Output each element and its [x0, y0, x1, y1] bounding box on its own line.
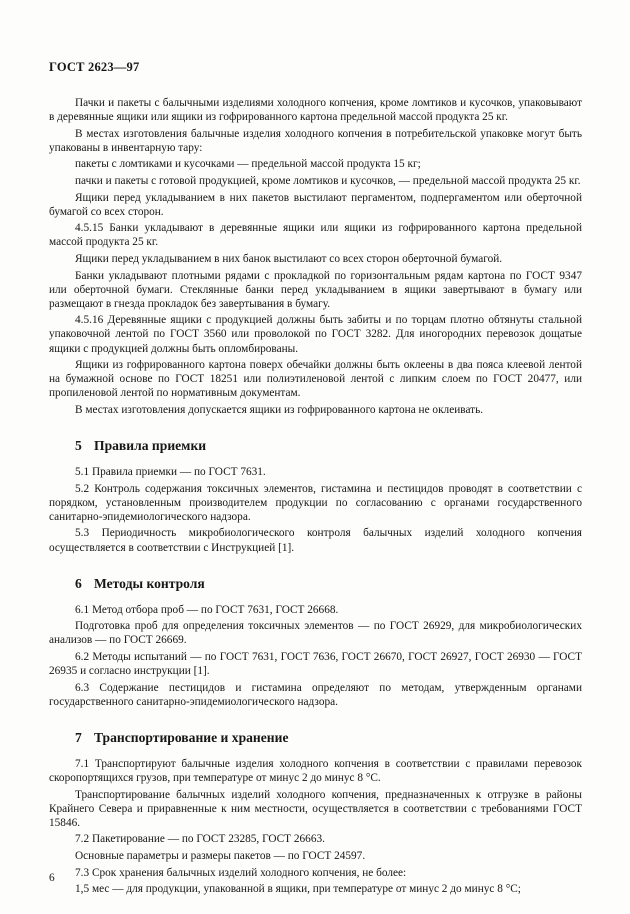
- paragraph: Подготовка проб для определения токсичных элементов — по ГОСТ 26929, для микробиологических анализов — по ГОСТ 26669.: [49, 620, 582, 647]
- section-heading: [75, 439, 582, 453]
- paragraph: 6.1 Метод отбора проб — по ГОСТ 7631, ГОСТ 26668.: [75, 603, 339, 616]
- paragraph: 5.1 Правила приемки — по ГОСТ 7631.: [75, 466, 266, 479]
- paragraph: Ящики из гофрированного картона поверх обечайки должны быть оклеены в два пояса клеевой лентой на бумажной основе по ГОСТ 18251 или полиэтиленовой лентой с липким слоем по ГОСТ 20477, или пропиленовой лентой по нормативным документам.: [49, 359, 582, 400]
- paragraph: пачки и пакеты с готовой продукцией, кроме ломтиков и кусочков, — предельной массой продукта 25 кг.: [75, 174, 581, 187]
- paragraph: В местах изготовления балычные изделия холодного копчения в потребительской упаковке могут быть упакованы в инвентарную тару:: [49, 127, 582, 154]
- section-title: Правила приемки: [94, 437, 207, 453]
- section-title: Транспортирование и хранение: [94, 729, 289, 745]
- paragraph: Основные параметры и размеры пакетов — по ГОСТ 24597.: [75, 850, 366, 863]
- paragraph: 7.3 Срок хранения балычных изделий холодного копчения, не более:: [75, 866, 407, 879]
- paragraph: пакеты с ломтиками и кусочками — предельной массой продукта 15 кг;: [75, 158, 421, 171]
- section-heading: [75, 731, 582, 745]
- paragraph: 5.3 Периодичность микробиологического контроля балычных изделий холодного копчения осуществляется в соответствии с Инструкцией [1].: [49, 527, 582, 554]
- paragraph: Ящики перед укладыванием в них пакетов выстилают пергаментом, подпергаментом или оберточной бумагой со всех сторон.: [49, 191, 582, 218]
- section-number: 7: [75, 729, 82, 745]
- section-heading: [75, 577, 582, 591]
- paragraph: 7.1 Транспортируют балычные изделия холодного копчения в соответствии с правилами перевозок скоропортящихся грузов, при температуре от минус 2 до минус 8 °С.: [49, 757, 582, 785]
- paragraph: Транспортирование балычных изделий холодного копчения, предназначенных к отгрузке в районы Крайнего Севера и приравненные к ним местности, осуществляется в соответствии с требованиями ГОСТ 15846.: [49, 788, 582, 829]
- paragraph: Ящики перед укладыванием в них банок выстилают со всех сторон оберточной бумагой.: [75, 252, 503, 265]
- paragraph: 4.5.15 Банки укладывают в деревянные ящики или ящики из гофрированного картона предельной массой продукта 25 кг.: [49, 222, 582, 249]
- paragraph: 6.3 Содержание пестицидов и гистамина определяют по методам, утвержденным органами государственного санитарно-эпидемиологического надзора.: [49, 681, 582, 708]
- paragraph: 7.2 Пакетирование — по ГОСТ 23285, ГОСТ 26663.: [75, 833, 325, 846]
- page-number: 6: [49, 872, 55, 884]
- section-title: Методы контроля: [94, 575, 205, 591]
- section-number: 5: [75, 437, 82, 453]
- paragraph: Пачки и пакеты с балычными изделиями холодного копчения, кроме ломтиков и кусочков, упаковывают в деревянные ящики или ящики из гофрированного картона предельной массой продукта 25 кг.: [49, 97, 582, 124]
- paragraph: В местах изготовления допускается ящики из гофрированного картона не оклеивать.: [75, 403, 484, 416]
- document-code-header: ГОСТ 2623—97: [49, 60, 140, 74]
- paragraph: 1,5 мес — для продукции, упакованной в ящики, при температуре от минус 2 до минус 8 °С;: [75, 883, 521, 896]
- paragraph: Банки укладывают плотными рядами с прокладкой по горизонтальным рядам картона по ГОСТ 9347 или оберточной бумаги. Стеклянные банки перед укладыванием в ящики завертывают в бумагу или размещают в гнезда прокладок без завертывания в бумагу.: [49, 269, 582, 310]
- paragraph: 6.2 Методы испытаний — по ГОСТ 7631, ГОСТ 7636, ГОСТ 26670, ГОСТ 26927, ГОСТ 26930 — ГОСТ 26935 и согласно инструкции [1].: [49, 651, 582, 678]
- paragraph: 5.2 Контроль содержания токсичных элементов, гистамина и пестицидов проводят в соответствии с порядком, установленным производителем продукции по согласованию с органами государственного санитарно-эпидемиологического надзора.: [49, 482, 582, 523]
- paragraph: 4.5.16 Деревянные ящики с продукцией должны быть забиты и по торцам плотно обтянуты стальной упаковочной лентой по ГОСТ 3560 или проволокой по ГОСТ 3282. Для иногородних перевозок дощатые ящики с продукцией должны быть опломбированы.: [49, 314, 582, 355]
- section-number: 6: [75, 575, 82, 591]
- document-body: [49, 96, 582, 896]
